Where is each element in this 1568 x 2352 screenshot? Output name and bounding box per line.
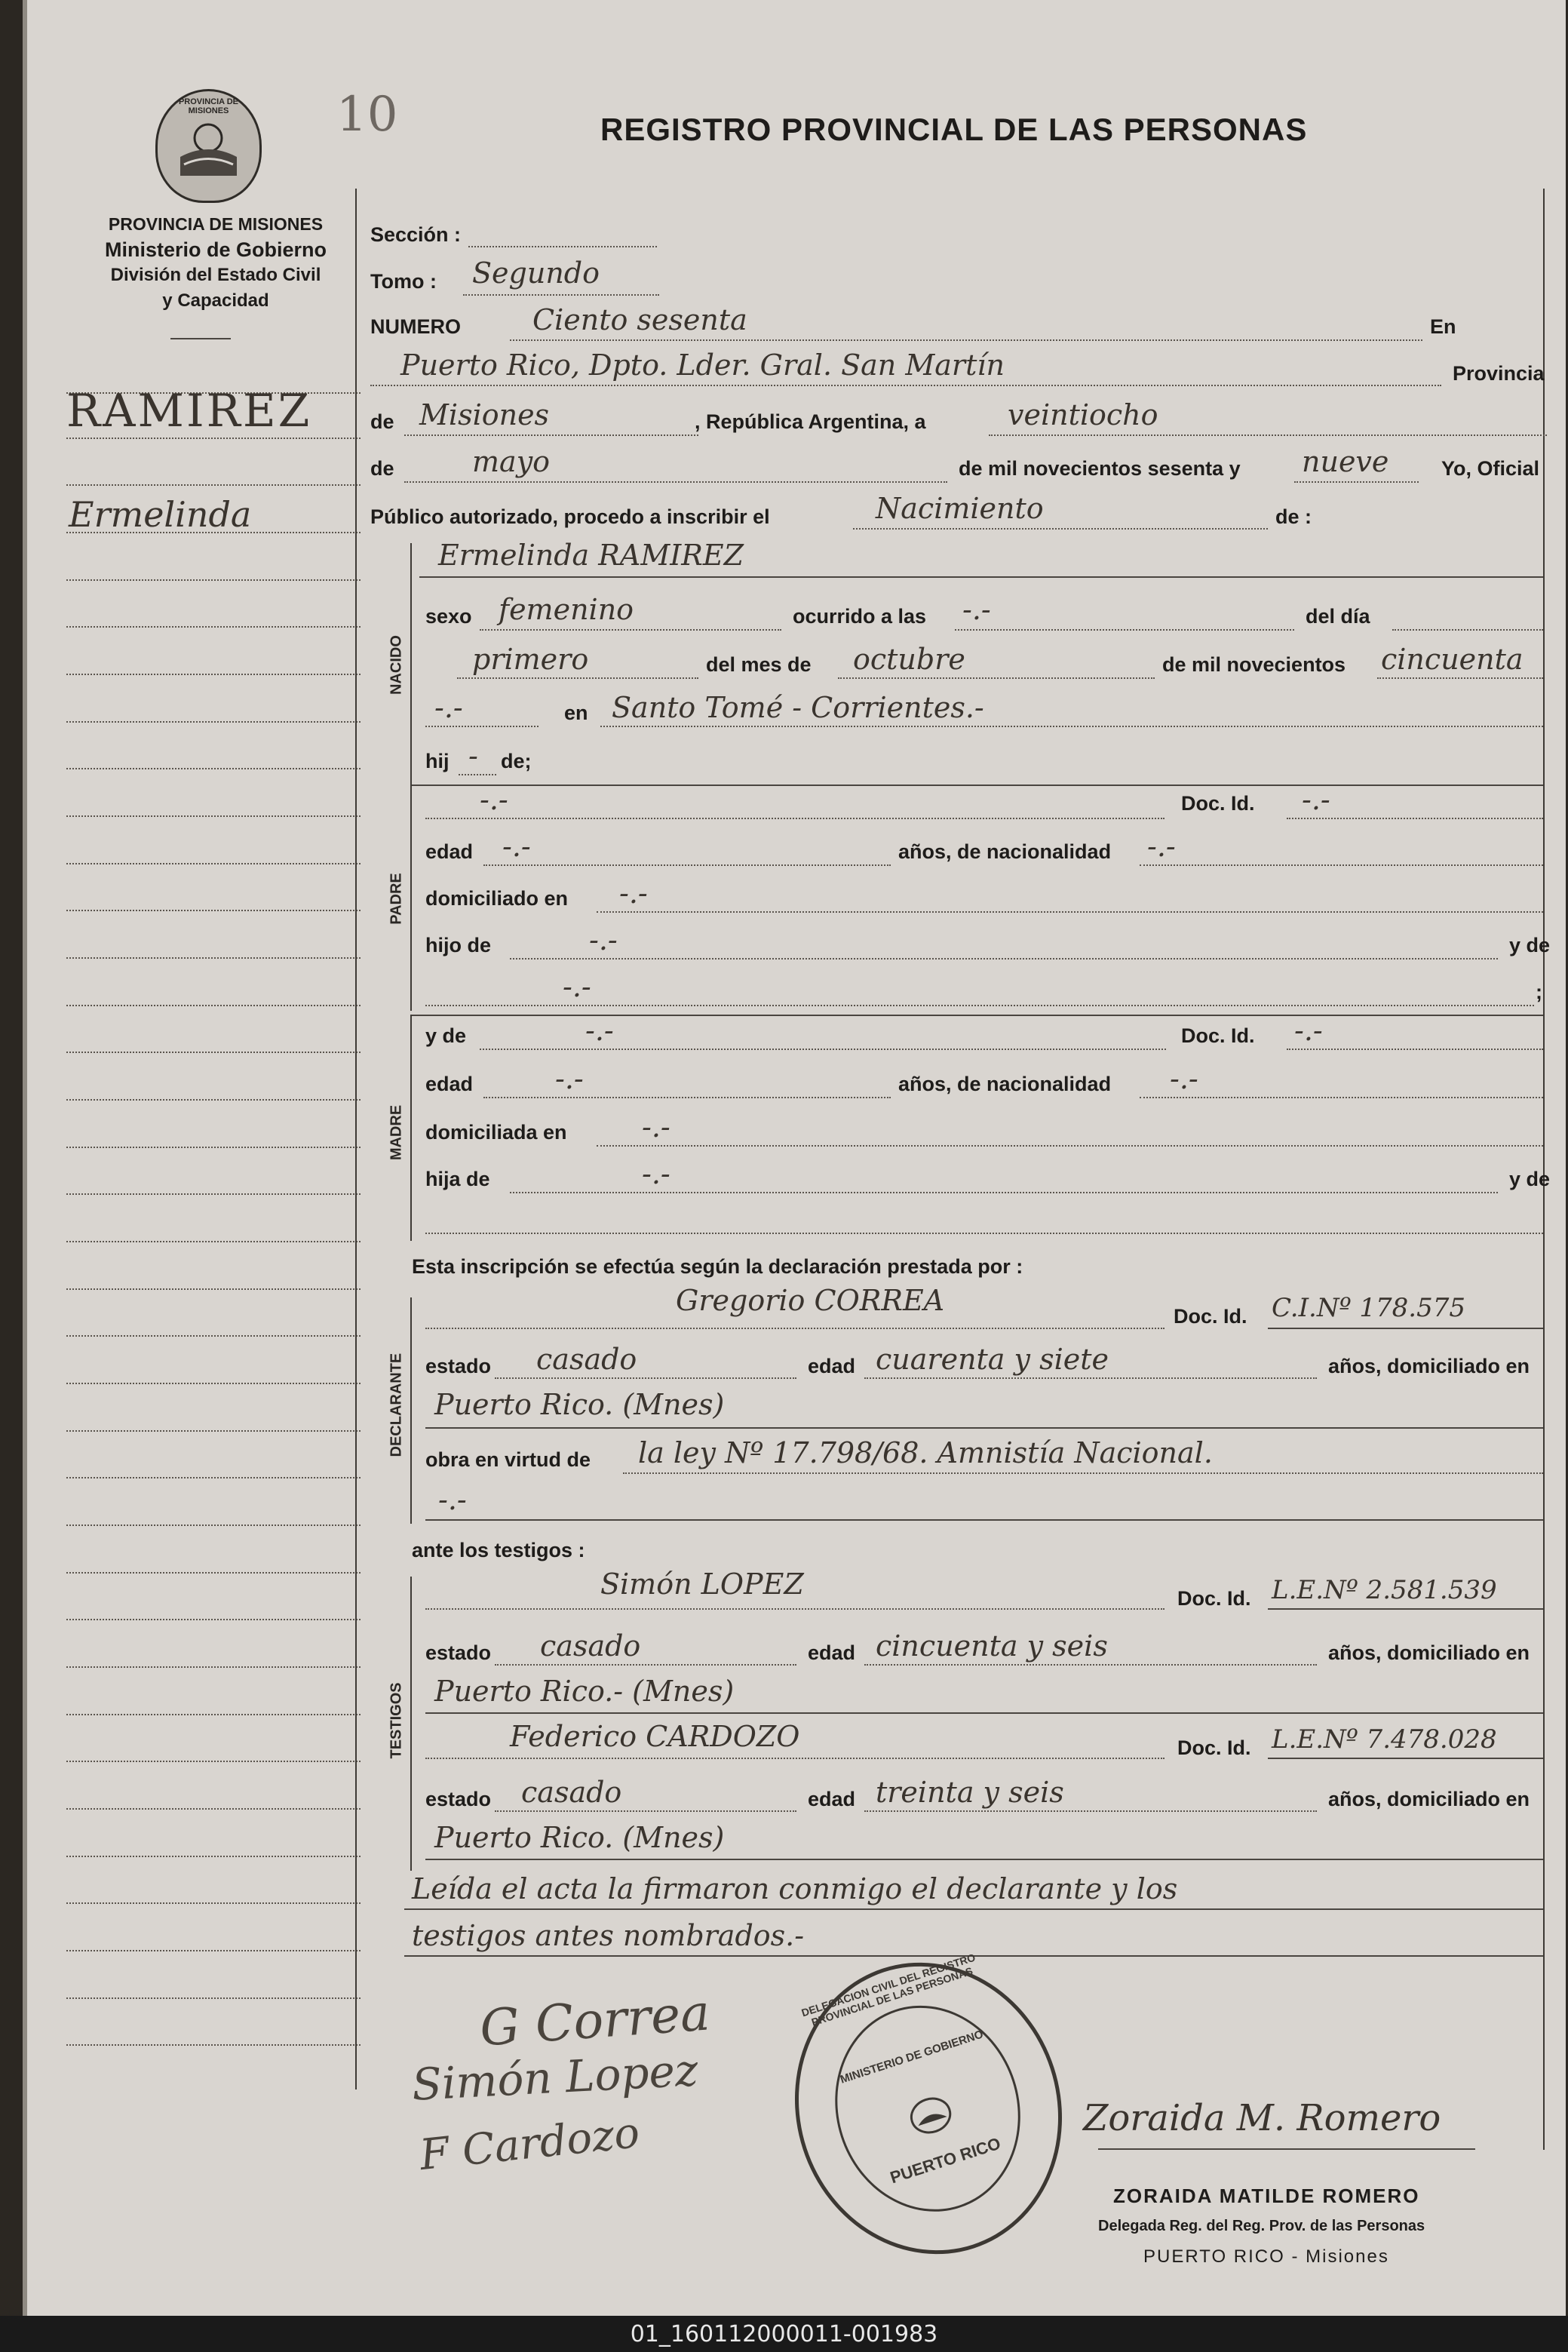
obra-value-2: -.- (438, 1483, 467, 1516)
testigo1-edad-value: cincuenta y seis (876, 1629, 1108, 1663)
declarante-label: DECLARANTE (388, 1353, 405, 1457)
madre-hija-label: hija de (425, 1168, 490, 1190)
padre-nac-value: -.- (1147, 830, 1176, 863)
madre-nac-label: años, de nacionalidad (898, 1073, 1112, 1095)
madre-dom-value: -.- (642, 1110, 670, 1144)
padre-label: PADRE (388, 873, 405, 925)
de-colon: de : (1275, 505, 1312, 528)
ministry-line-4: y Capacidad (162, 290, 269, 311)
hora-value: -.- (962, 593, 991, 626)
declarante-dom-line (425, 1427, 1543, 1429)
hora-line (955, 629, 1294, 631)
sexo-value: femenino (499, 593, 634, 626)
madre-nombre: -.- (585, 1014, 614, 1047)
anio-line (1294, 481, 1419, 483)
del-dia-label: del día (1306, 605, 1370, 628)
acto-line (853, 528, 1268, 530)
official-place: PUERTO RICO - Misiones (1143, 2246, 1389, 2267)
padre-doc-line (1287, 818, 1543, 819)
stamp-bottom-text: PUERTO RICO (888, 2133, 1003, 2188)
testigo1-estado-line (495, 1664, 796, 1666)
madre-dom-label: domiciliada en (425, 1121, 567, 1144)
closing-line-1: Leída el acta la firmaron conmigo el declarante y los (412, 1872, 1178, 1905)
testigo2-dom-label: años, domiciliado en (1328, 1788, 1530, 1810)
padre-edad-label: edad (425, 840, 474, 863)
ocurrido-label: ocurrido a las (793, 605, 927, 628)
testigo2-estado-line (495, 1810, 796, 1812)
nacido-mil-label: de mil novecientos (1162, 653, 1346, 676)
tomo-line (463, 294, 659, 296)
sexo-line (480, 629, 781, 631)
declarante-rule (410, 1297, 412, 1524)
testigo1-doc-label: Doc. Id. (1177, 1587, 1251, 1610)
numero-label: NUMERO (370, 315, 461, 338)
de-label: de (370, 410, 394, 433)
yo-label: Yo, Oficial (1441, 457, 1540, 480)
nacido-nombre: Ermelinda RAMIREZ (438, 539, 744, 572)
publico-label: Público autorizado, procedo a inscribir el (370, 505, 770, 528)
madre-nombre-line (480, 1049, 1166, 1050)
closing-line-2: testigos antes nombrados.- (412, 1919, 805, 1952)
declarante-doc-value: C.I.Nº 178.575 (1272, 1293, 1465, 1323)
padre-edad-line (483, 864, 891, 866)
padre-dom-value: -.- (619, 877, 648, 910)
padre-nac-label: años, de nacionalidad (898, 840, 1112, 863)
lugar-value: Puerto Rico, Dpto. Lder. Gral. San Martín (400, 349, 1005, 382)
declaracion-label: Esta inscripción se efectúa según la declaración prestada por : (412, 1255, 1023, 1278)
madre-nac-value: -.- (1170, 1062, 1198, 1095)
mes-line (404, 481, 947, 483)
document-page (23, 0, 1566, 2316)
testigo1-estado-label: estado (425, 1641, 492, 1664)
madre-extra-line (425, 1233, 1543, 1234)
madre-edad-line (483, 1097, 891, 1098)
dia-line (989, 434, 1547, 436)
madre-hija-line (510, 1192, 1498, 1193)
nacido-anio-line (1377, 677, 1543, 679)
testigo2-edad-line (864, 1810, 1317, 1812)
madre-hija-value: -.- (642, 1157, 670, 1190)
official-signature-line (1098, 2148, 1475, 2150)
nacido-lugar-value: Santo Tomé - Corrientes.- (612, 691, 984, 724)
closing-rule-1 (404, 1908, 1543, 1910)
ministry-line-1: PROVINCIA DE MISIONES (108, 214, 324, 234)
testigo1-doc-value: L.E.Nº 2.581.539 (1272, 1575, 1497, 1605)
nacido-dia-line (457, 677, 698, 679)
de-label-2: de (370, 457, 394, 480)
page-number: 10 (336, 87, 398, 143)
padre-nac-line (1140, 864, 1543, 866)
padre-rule (410, 785, 412, 1011)
province-seal (155, 89, 262, 203)
testigo2-edad-value: treinta y seis (876, 1776, 1064, 1809)
testigo2-nombre: Federico CARDOZO (510, 1720, 800, 1753)
testigo1-edad-line (864, 1664, 1317, 1666)
nacido-mes-line (838, 677, 1155, 679)
testigo1-nombre-line (425, 1608, 1164, 1610)
provincia-line (404, 434, 698, 436)
declarante-edad-line (864, 1377, 1317, 1379)
madre-yde-label: y de (425, 1024, 467, 1047)
testigo1-dom-label: años, domiciliado en (1328, 1641, 1530, 1664)
en-label: En (1430, 315, 1456, 338)
lugar-line (370, 385, 1441, 386)
testigos-rule (410, 1577, 412, 1871)
testigo1-doc-line (1268, 1608, 1543, 1610)
margin-given-name: Ermelinda (69, 494, 252, 535)
testigo2-dom-value: Puerto Rico. (Mnes) (434, 1821, 725, 1854)
registry-title: REGISTRO PROVINCIAL DE LAS PERSONAS (600, 112, 1308, 147)
signature-testigo-2: F Cardozo (417, 2108, 643, 2181)
ministry-line-3: División del Estado Civil (110, 265, 321, 285)
padre-nombre: -.- (480, 783, 508, 816)
nacido-anio2-line (425, 726, 539, 727)
padre-doc-label: Doc. Id. (1181, 792, 1255, 815)
anio-value: nueve (1302, 445, 1389, 478)
stamp-outer-text: DELEGACION CIVIL DEL REGISTRO PROVINCIAL DE LAS PERSONAS (799, 1951, 977, 2028)
scan-label: 01_160112000011-001983 (0, 2316, 1568, 2352)
padre-yde-value: -.- (563, 970, 591, 1003)
ministry-block (57, 211, 374, 314)
mes-value: mayo (472, 445, 551, 478)
tomo-label: Tomo : (370, 270, 437, 293)
padre-edad-value: -.- (502, 830, 531, 863)
padre-dom-label: domiciliado en (425, 887, 569, 910)
obra-value: la ley Nº 17.798/68. Amnistía Nacional. (638, 1436, 1213, 1469)
declarante-doc-line (1268, 1328, 1543, 1329)
testigos-label: ante los testigos : (412, 1539, 585, 1561)
padre-hijo-label: hijo de (425, 934, 491, 956)
nacido-en-label: en (564, 702, 588, 724)
seal-emblem-icon (173, 115, 244, 183)
padre-doc-value: -.- (1302, 783, 1330, 816)
padre-dom-line (597, 911, 1543, 913)
testigo1-dom-line (425, 1712, 1543, 1714)
declarante-edad-label: edad (808, 1355, 856, 1377)
testigo2-edad-label: edad (808, 1788, 856, 1810)
declarante-nombre-line (425, 1328, 1164, 1329)
sexo-label: sexo (425, 605, 472, 628)
mes-label: del mes de (706, 653, 812, 676)
hij-de: de; (501, 750, 532, 772)
testigo1-nombre: Simón LOPEZ (600, 1567, 804, 1601)
testigo1-dom-value: Puerto Rico.- (Mnes) (434, 1675, 735, 1708)
nacido-anio-value: cincuenta (1381, 643, 1524, 676)
declarante-estado-label: estado (425, 1355, 492, 1377)
tomo-value: Segundo (472, 256, 600, 290)
obra-line (623, 1472, 1543, 1474)
declarante-estado-line (495, 1377, 796, 1379)
padre-yde-label: y de (1509, 934, 1551, 956)
testigo1-estado-value: casado (540, 1629, 641, 1663)
provincia-value: Misiones (419, 398, 550, 431)
madre-doc-line (1287, 1049, 1543, 1050)
testigo2-estado-value: casado (521, 1776, 622, 1809)
declarante-nombre: Gregorio CORREA (676, 1284, 945, 1317)
madre-nac-line (1140, 1097, 1543, 1098)
padre-hijo-line (510, 958, 1498, 960)
provincia-label: Provincia (1453, 362, 1545, 385)
official-stamp (757, 1927, 1099, 2289)
mil-label: de mil novecientos sesenta y (959, 457, 1241, 480)
signature-testigo-1: Simón Lopez (410, 2044, 699, 2111)
declarante-estado-value: casado (536, 1343, 637, 1376)
margin-surname: RAMIREZ (66, 385, 312, 438)
numero-line (510, 339, 1422, 341)
padre-top-rule (410, 785, 1543, 786)
padre-yde-line (425, 1005, 1534, 1006)
padre-hijo-value: -.- (589, 923, 618, 956)
hij-line (459, 774, 496, 775)
nacido-anio2-value: -.- (434, 691, 463, 724)
official-name: ZORAIDA MATILDE ROMERO (1113, 2185, 1420, 2207)
nacido-name-line (419, 576, 1543, 578)
left-rule (355, 189, 357, 2089)
nacido-lugar-line (600, 726, 1543, 727)
declarante-dom-value: Puerto Rico. (Mnes) (434, 1388, 725, 1421)
stamp-inner-text: MINISTERIO DE GOBIERNO (838, 2028, 985, 2086)
testigos-section-label: TESTIGOS (388, 1682, 405, 1759)
obra-line-2 (425, 1519, 1543, 1521)
testigo2-doc-line (1268, 1758, 1543, 1759)
testigo2-doc-label: Doc. Id. (1177, 1736, 1251, 1759)
dia-value: veintiocho (1008, 398, 1158, 431)
signature-declarante: G Correa (477, 1983, 712, 2058)
hij-value: - (468, 739, 478, 772)
testigo2-dom-line (425, 1859, 1543, 1860)
madre-yde2-label: y de (1509, 1168, 1551, 1190)
obra-label: obra en virtud de (425, 1448, 591, 1471)
madre-top-rule (410, 1015, 1543, 1016)
padre-nombre-line (425, 818, 1164, 819)
testigo1-edad-label: edad (808, 1641, 856, 1664)
hij-label: hij (425, 750, 450, 772)
testigo2-doc-value: L.E.Nº 7.478.028 (1272, 1724, 1497, 1755)
seccion-line (468, 246, 657, 247)
declarante-edad-value: cuarenta y siete (876, 1343, 1109, 1376)
seccion-label: Sección : (370, 223, 462, 246)
declarante-doc-label: Doc. Id. (1174, 1305, 1247, 1328)
madre-dom-line (597, 1145, 1543, 1147)
testigo2-estado-label: estado (425, 1788, 492, 1810)
official-title: Delegada Reg. del Reg. Prov. de las Personas (1098, 2218, 1425, 2234)
acto-value: Nacimiento (876, 492, 1044, 525)
madre-label: MADRE (388, 1104, 405, 1161)
nacido-dia-value: primero (472, 643, 589, 676)
madre-edad-label: edad (425, 1073, 474, 1095)
seal-text: PROVINCIA DE MISIONES (178, 97, 239, 115)
madre-edad-value: -.- (555, 1062, 584, 1095)
del-dia-line (1392, 629, 1543, 631)
nacido-label: NACIDO (388, 635, 405, 695)
nacido-mes-value: octubre (853, 643, 965, 676)
madre-doc-value: -.- (1294, 1014, 1323, 1047)
testigo2-nombre-line (425, 1758, 1164, 1759)
madre-rule (410, 1015, 412, 1241)
numero-value: Ciento sesenta (532, 303, 747, 336)
republica-label: , República Argentina, a (695, 410, 926, 433)
nacido-rule (410, 543, 412, 785)
madre-doc-label: Doc. Id. (1181, 1024, 1255, 1047)
declarante-dom-label: años, domiciliado en (1328, 1355, 1530, 1377)
ministry-line-2: Ministerio de Gobierno (104, 238, 327, 261)
padre-semicolon: ; (1536, 981, 1542, 1003)
ministry-underline (170, 338, 231, 339)
official-signature: Zoraida M. Romero (1083, 2097, 1441, 2139)
